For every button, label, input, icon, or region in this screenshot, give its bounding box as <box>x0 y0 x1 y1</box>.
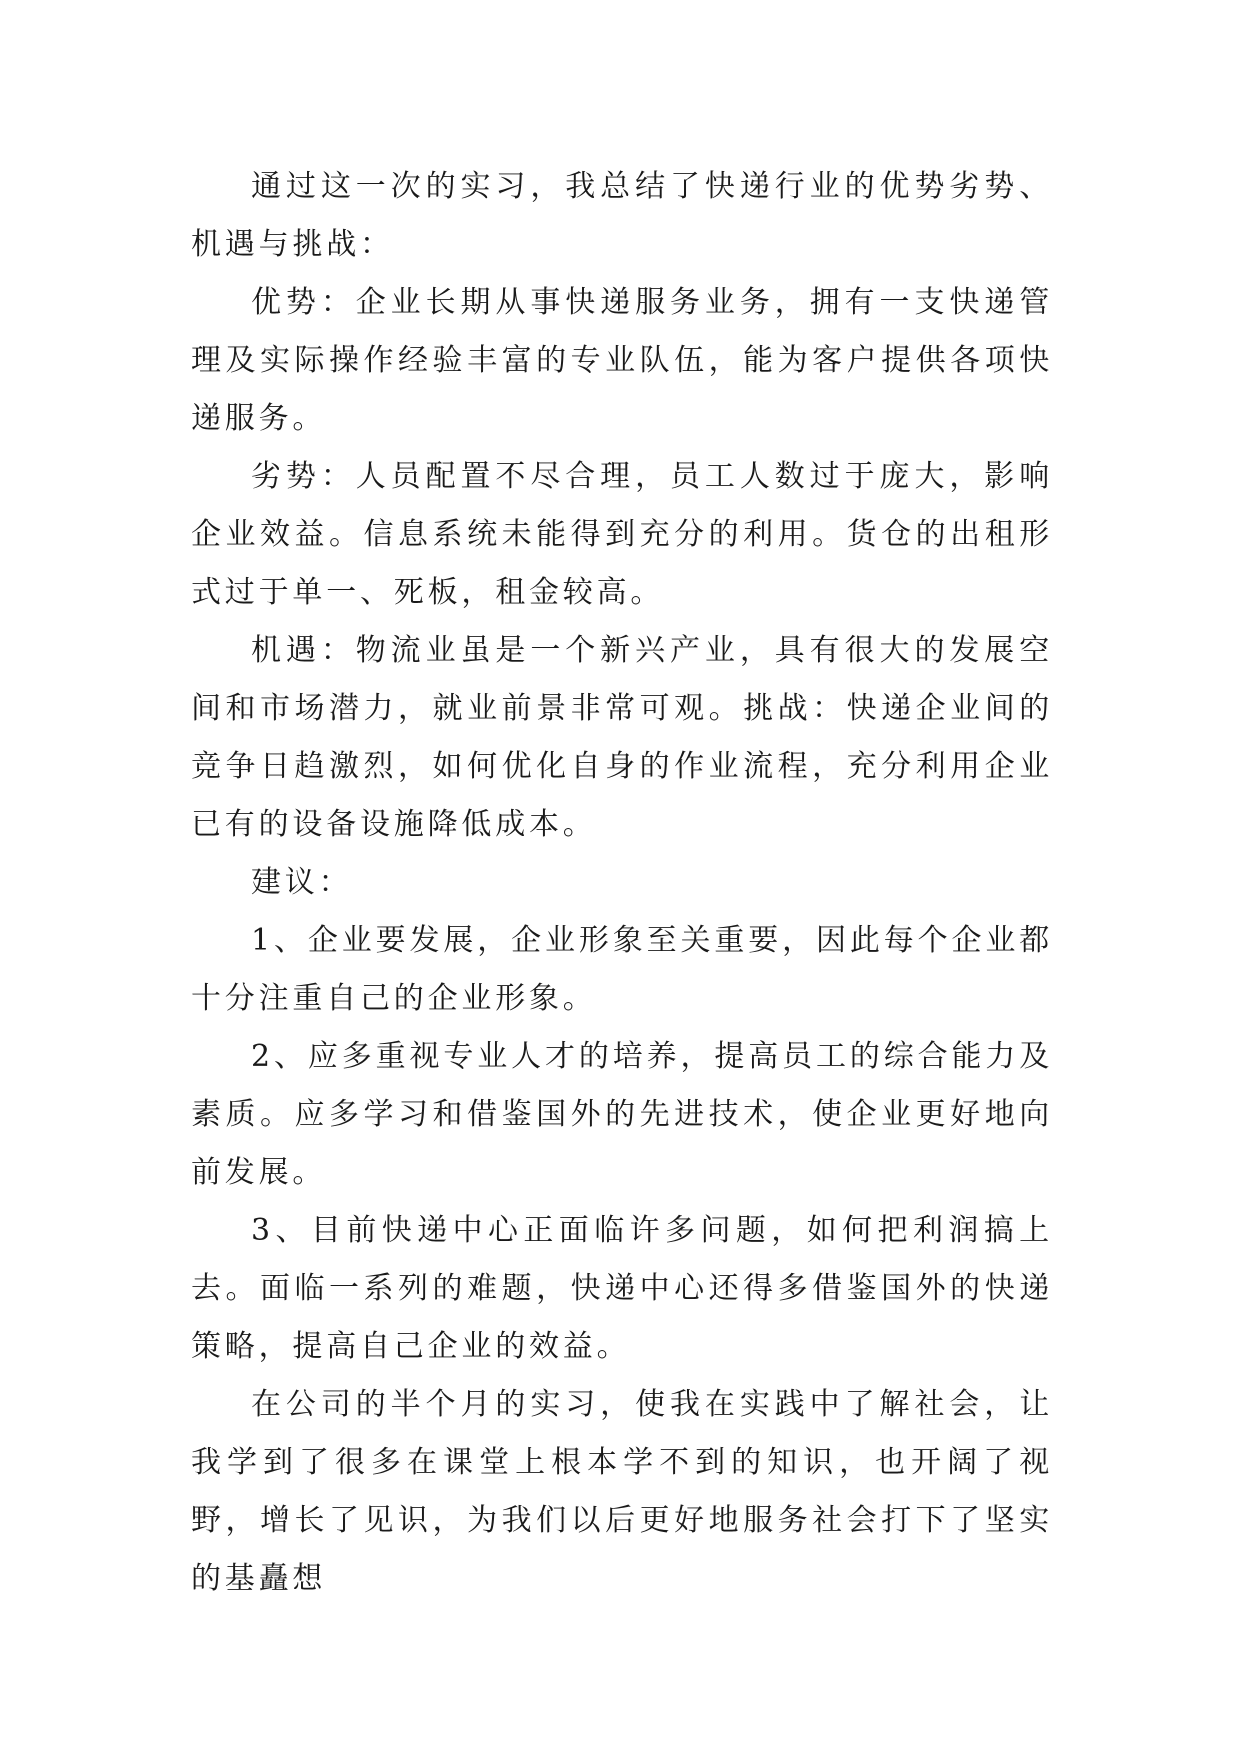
paragraph-weaknesses: 劣势：人员配置不尽合理，员工人数过于庞大，影响企业效益。信息系统未能得到充分的利用。货仓的出租形式过于单一、死板，租金较高。 <box>191 459 1053 610</box>
paragraph-intro: 通过这一次的实习，我总结了快递行业的优势劣势、机遇与挑战： <box>191 169 1053 262</box>
paragraph-suggestion-1: 1、企业要发展，企业形象至关重要，因此每个企业都十分注重自己的企业形象。 <box>191 923 1053 1016</box>
paragraph-strengths: 优势：企业长期从事快递服务业务，拥有一支快递管理及实际操作经验丰富的专业队伍，能为客户提供各项快递服务。 <box>191 285 1053 436</box>
document-body <box>191 158 1053 1608</box>
paragraph-suggestions-heading: 建议： <box>251 865 353 900</box>
paragraph-suggestion-2: 2、应多重视专业人才的培养，提高员工的综合能力及素质。应多学习和借鉴国外的先进技术，使企业更好地向前发展。 <box>191 1039 1053 1190</box>
paragraph-opportunities-challenges: 机遇：物流业虽是一个新兴产业，具有很大的发展空间和市场潜力，就业前景非常可观。挑战：快递企业间的竞争日趋激烈，如何优化自身的作业流程，充分利用企业已有的设备设施降低成本。 <box>191 633 1053 842</box>
paragraph-suggestion-3: 3、目前快递中心正面临许多问题，如何把利润搞上去。面临一系列的难题，快递中心还得多借鉴国外的快递策略，提高自己企业的效益。 <box>191 1213 1053 1364</box>
paragraph-summary: 在公司的半个月的实习，使我在实践中了解社会，让我学到了很多在课堂上根本学不到的知识，也开阔了视野，增长了见识，为我们以后更好地服务社会打下了坚实的基矗想 <box>191 1387 1053 1596</box>
